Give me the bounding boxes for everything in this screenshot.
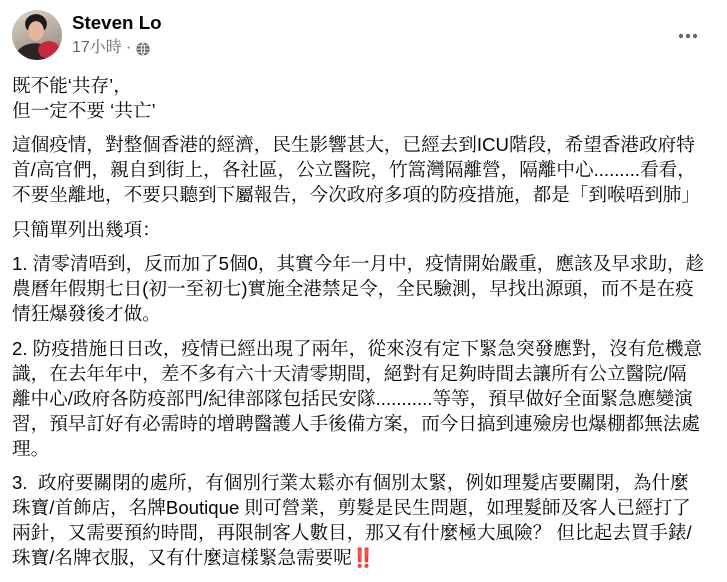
author-name[interactable]: Steven Lo	[72, 12, 162, 33]
post-list-item-1	[12, 251, 724, 326]
text-line: 3. 政府要關閉的處所，有個別行業太鬆亦有個別太緊，例如理髮店要關閉，為什麼	[12, 471, 689, 493]
post-paragraph-intro	[12, 73, 724, 123]
post-list-item-3	[12, 470, 724, 570]
post-paragraph-list-intro	[12, 217, 724, 242]
post-timestamp[interactable]: 17小時	[72, 39, 122, 56]
avatar[interactable]	[12, 10, 62, 60]
post-paragraph-opinion	[12, 132, 724, 207]
globe-icon[interactable]	[136, 42, 150, 56]
text-line-with-emoji	[12, 545, 724, 570]
text-line: 珠寶/首飾店，名牌Boutique 則可營業，剪髮是民生問題，如理髮師及客人已經打了	[12, 496, 691, 518]
text-segment: 珠寶/名牌衣服，又有什麼這樣緊急需要呢	[12, 546, 352, 568]
text-line: 2. 防疫措施日日改，疫情已經出現了兩年，從來沒有定下緊急突發應對，沒有危機意	[12, 337, 703, 359]
post-meta	[72, 38, 150, 58]
text-line: 兩針，又需要預約時間，再限制客人數目，那又有什麼極大風險？ 但比起去買手錶/	[12, 521, 692, 543]
text-line: 首/高官們，親自到街上，各社區，公立醫院，竹篙灣隔離營，隔離中心.........看看，	[12, 159, 696, 181]
text-line: 情狂爆發後才做。	[12, 303, 161, 325]
text-line: 離中心/政府各防疫部門/紀律部隊包括民安隊...........等等，預早做好全面緊急應變演	[12, 387, 693, 409]
text-line: 這個疫情，對整個香港的經濟，民生影響甚大，已經去到ICU階段，希望香港政府特	[12, 134, 695, 156]
text-line: 農曆年假期七日(初一至初七)實施全港禁足令，全民驗測，早找出源頭，而不是在疫	[12, 278, 694, 300]
text-line: 只簡單列出幾項：	[12, 218, 161, 240]
text-line: 既不能‘共存’，	[12, 75, 132, 96]
text-line: 但一定不要 ‘共亡’	[12, 100, 156, 121]
meta-separator: ·	[125, 39, 132, 56]
more-options-icon	[676, 24, 700, 48]
text-line: 1. 清零清唔到，反而加了5個0，其實今年一月中，疫情開始嚴重，應該及早求助，趁	[12, 253, 705, 275]
text-line: 理。	[12, 437, 50, 459]
double-exclamation-emoji: ‼️	[351, 547, 376, 569]
post-list-item-2	[12, 336, 724, 461]
text-line: 不要坐離地，不要只聽到下屬報告，今次政府多項的防疫措施，都是「到喉唔到肺」	[12, 184, 700, 206]
more-options-button[interactable]	[669, 22, 707, 50]
post-body	[12, 73, 724, 570]
text-line: 識，在去年年中，差不多有六十天清零期間，絕對有足夠時間去讓所有公立醫院/隔	[12, 362, 687, 384]
text-line: 習，預早訂好有必需時的增聘醫護人手後備方案，而今日搞到連殮房也爆棚都無法處	[12, 412, 700, 434]
